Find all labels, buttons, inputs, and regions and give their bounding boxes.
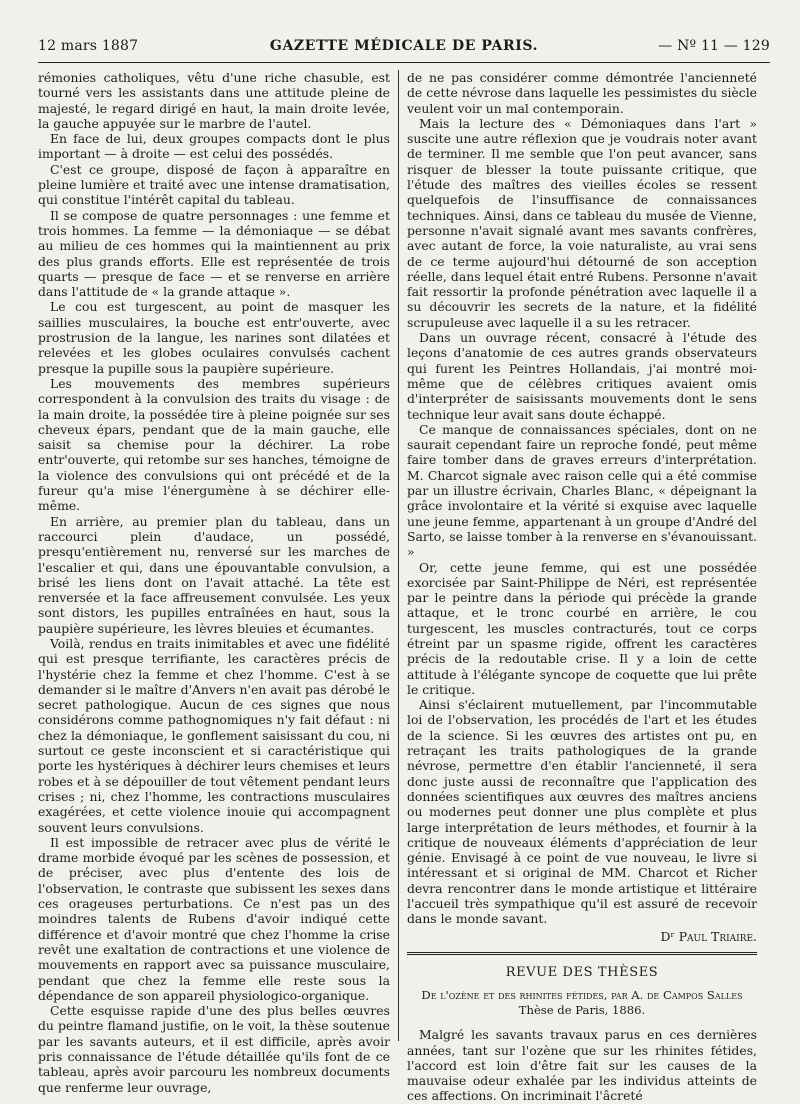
header-rule [38, 62, 770, 63]
paragraph: Malgré les savants travaux parus en ces dernières années, tant sur l'ozène que sur les rhinites fétides, l'accord est loin d'être fait sur les causes de la mauvaise odeur exhalée par les individus atteints de ces affections. On incriminait l'âcreté [407, 1027, 757, 1104]
paragraph: Les mouvements des membres supérieurs correspondent à la convulsion des traits du visage : de la main droite, la possédée tire à pleine poignée sur ses cheveux épars, pendant que de la main gauche, elle saisit sa chemise pour la déchirer. La robe entr'ouverte, qui retombe sur ses hanches, témoigne de la violence des convulsions qui ont précédé et de la fureur qu'a mise l'énergumène à se déchirer elle-même. [38, 375, 390, 514]
paragraph: Dans un ouvrage récent, consacré à l'étude des leçons d'anatomie de ces autres grands observateurs qui furent les Peintres Hollandais, j'ai montré moi-même que de célèbres critiques avaient omis d'interpréter de saisissants mouvements dont le sens technique leur avait sans doute échappé. [407, 330, 757, 422]
paragraph: Or, cette jeune femme, qui est une possédée exorcisée par Saint-Philippe de Néri, est représentée par le peintre dans la période qui précède la grande attaque, et le tronc courbé en arrière, le cou turgescent, les muscles contracturés, tout ce corps étreint par un spasme rigide, offrent les caractères précis de la redoutable crise. Il y a loin de cette attitude à l'élégante syncope de coquette que lui prête le critique. [407, 559, 757, 697]
paragraph: Le cou est turgescent, au point de masquer les saillies musculaires, la bouche est entr'ouverte, avec prostrusion de la langue, les narines sont dilatées et relevées et les globes oculaires convulsés cachent presque la pupille sous la paupière supérieure. [38, 299, 390, 376]
header-journal-title: GAZETTE MÉDICALE DE PARIS. [269, 38, 539, 54]
paragraph: En arrière, au premier plan du tableau, dans un raccourci plein d'audace, un possédé, presqu'entièrement nu, renversé sur les marches de l'escalier et qui, dans une épouvantable convulsion, a brisé les liens dont on l'avait attaché. La tête est renversée et la face affreusement convulsée. Les yeux sont distors, les pupilles entraînées en haut, sous la paupière supérieure, les lèvres bleuies et écumantes. [38, 513, 390, 636]
thesis-heading [407, 988, 757, 1017]
author-signature: Dʳ Paul Triaire. [660, 928, 757, 944]
right-column [407, 70, 757, 1104]
paragraph: de ne pas considérer comme démontrée l'ancienneté de cette névrose dans laquelle les pessimistes du siècle veulent voir un mal contemporain. [407, 70, 757, 116]
paragraph: En face de lui, deux groupes compacts dont le plus important — à droite — est celui des possédés. [38, 131, 390, 162]
paragraph: Cette esquisse rapide d'une des plus belles œuvres du peintre flamand justifie, on le voit, la thèse soutenue par les savants auteurs, et il est difficile, après avoir pris connaissance de l'étude détaillée qu'ils font de ce tableau, après avoir parcouru les nombreux documents que renferme leur ouvrage, [38, 1003, 390, 1095]
paragraph: Ce manque de connaissances spéciales, dont on ne saurait cependant faire un reproche fondé, peut même faire tomber dans de graves erreurs d'interprétation. M. Charcot signale avec raison celle qui a été commise par un illustre écrivain, Charles Blanc, « dépeignant la grâce involontaire et la vérité si exquise avec laquelle une jeune femme, appartenant à un groupe d'André del Sarto, se laisse tomber à la renverse en s'évanouissant. » [407, 421, 757, 560]
left-column [38, 70, 390, 1095]
paragraph: Il se compose de quatre personnages : une femme et trois hommes. La femme — la démoniaque — se débat au milieu de ces hommes qui la maintiennent au prix des plus grands efforts. Elle est représentée de trois quarts — presque de face — et se renverse en arrière dans l'attitude de « la grande attaque ». [38, 207, 390, 300]
paragraph: Mais la lecture des « Démoniaques dans l'art » suscite une autre réflexion que je voudrais noter avant de terminer. Il me semble que l'on peut avancer, sans risquer de blesser la toute puissante critique, que l'étude des maîtres des vieilles écoles se ressent quelquefois de l'insuffisance de connaissances techniques. Ainsi, dans ce tableau du musée de Vienne, personne n'avait signalé avant mes savants confrères, avec autant de force, la voie naturaliste, au vrai sens de ce terme aujourd'hui détourné de son acception réelle, dans lequel était entré Rubens. Personne n'avait fait ressortir la profonde pénétration avec laquelle il a su découvrir les secrets de la nature, et la fidélité scrupuleuse avec laquelle il a su les retracer. [407, 115, 757, 330]
paragraph: Ainsi s'éclairent mutuellement, par l'incommutable loi de l'observation, les procédés de l'art et les études de la science. Si les œuvres des artistes ont pu, en retraçant les traits pathologiques de la grande névrose, permettre d'en établir l'ancienneté, il sera donc juste aussi de reconnaître que l'application des données scientifiques aux œuvres des maîtres anciens ou modernes peut donner une plus complète et plus large interprétation de leurs méthodes, et fournir à la critique de nouveaux éléments d'appréciation de leur génie. Envisagé à ce point de vue nouveau, le livre si intéressant et si original de MM. Charcot et Richer devra rencontrer dans le monde artistique et littéraire l'accueil très sympathique qu'il est assuré de recevoir dans le monde savant. [407, 697, 757, 927]
section-divider [407, 952, 757, 955]
paragraph: Voilà, rendus en traits inimitables et avec une fidélité qui est presque terrifiante, les caractères précis de l'hystérie chez la femme et chez l'homme. C'est à se demander si le maître d'Anvers n'en avait pas dérobé le secret pathologique. Aucun de ces signes que nous considérons comme pathognomiques n'y fait défaut : ni chez la démoniaque, le gonflement saisissant du cou, ni surtout ce geste inconscient et si caractéristique qui porte les hystériques à déchirer leurs chemises et leurs robes et à se dépouiller de tout vêtement pendant leurs crises ; ni, chez l'homme, les contractions musculaires exagérées, et cette violence inouie qui accompagnent souvent leurs convulsions. [38, 635, 390, 835]
paragraph: C'est ce groupe, disposé de façon à apparaître en pleine lumière et traité avec une intense dramatisation, qui constitue l'intérêt capital du tableau. [38, 161, 390, 208]
paragraph: rémonies catholiques, vêtu d'une riche chasuble, est tourné vers les assistants dans une attitude pleine de majesté, le regard dirigé en haut, la main droite levée, la gauche appuyée sur le marbre de l'autel. [38, 70, 390, 131]
running-header [38, 38, 770, 60]
header-issue-page: — Nº 11 — 129 [658, 38, 770, 54]
thesis-title: De l'ozène et des rhinites fétides, par A. de Campos Salles [421, 988, 743, 1003]
section-title: REVUE DES THÈSES [505, 964, 659, 980]
header-date: 12 mars 1887 [38, 38, 139, 54]
thesis-subtitle: Thèse de Paris, 1886. [518, 1002, 646, 1017]
paragraph: Il est impossible de retracer avec plus de vérité le drame morbide évoqué par les scènes de possession, et de préciser, avec plus d'entente des lois de l'observation, le contraste que subissent les sexes dans ces orageuses perturbations. Ce n'est pas un des moindres talents de Rubens d'avoir indiqué cette différence et d'avoir montré que chez l'homme la crise revêt une exaltation de contractions et une violence de mouvements en rapport avec sa puissance musculaire, pendant que chez la femme elle reste sous la dépendance de son appareil physiologico-organique. [38, 834, 390, 1003]
column-divider [398, 70, 399, 1041]
